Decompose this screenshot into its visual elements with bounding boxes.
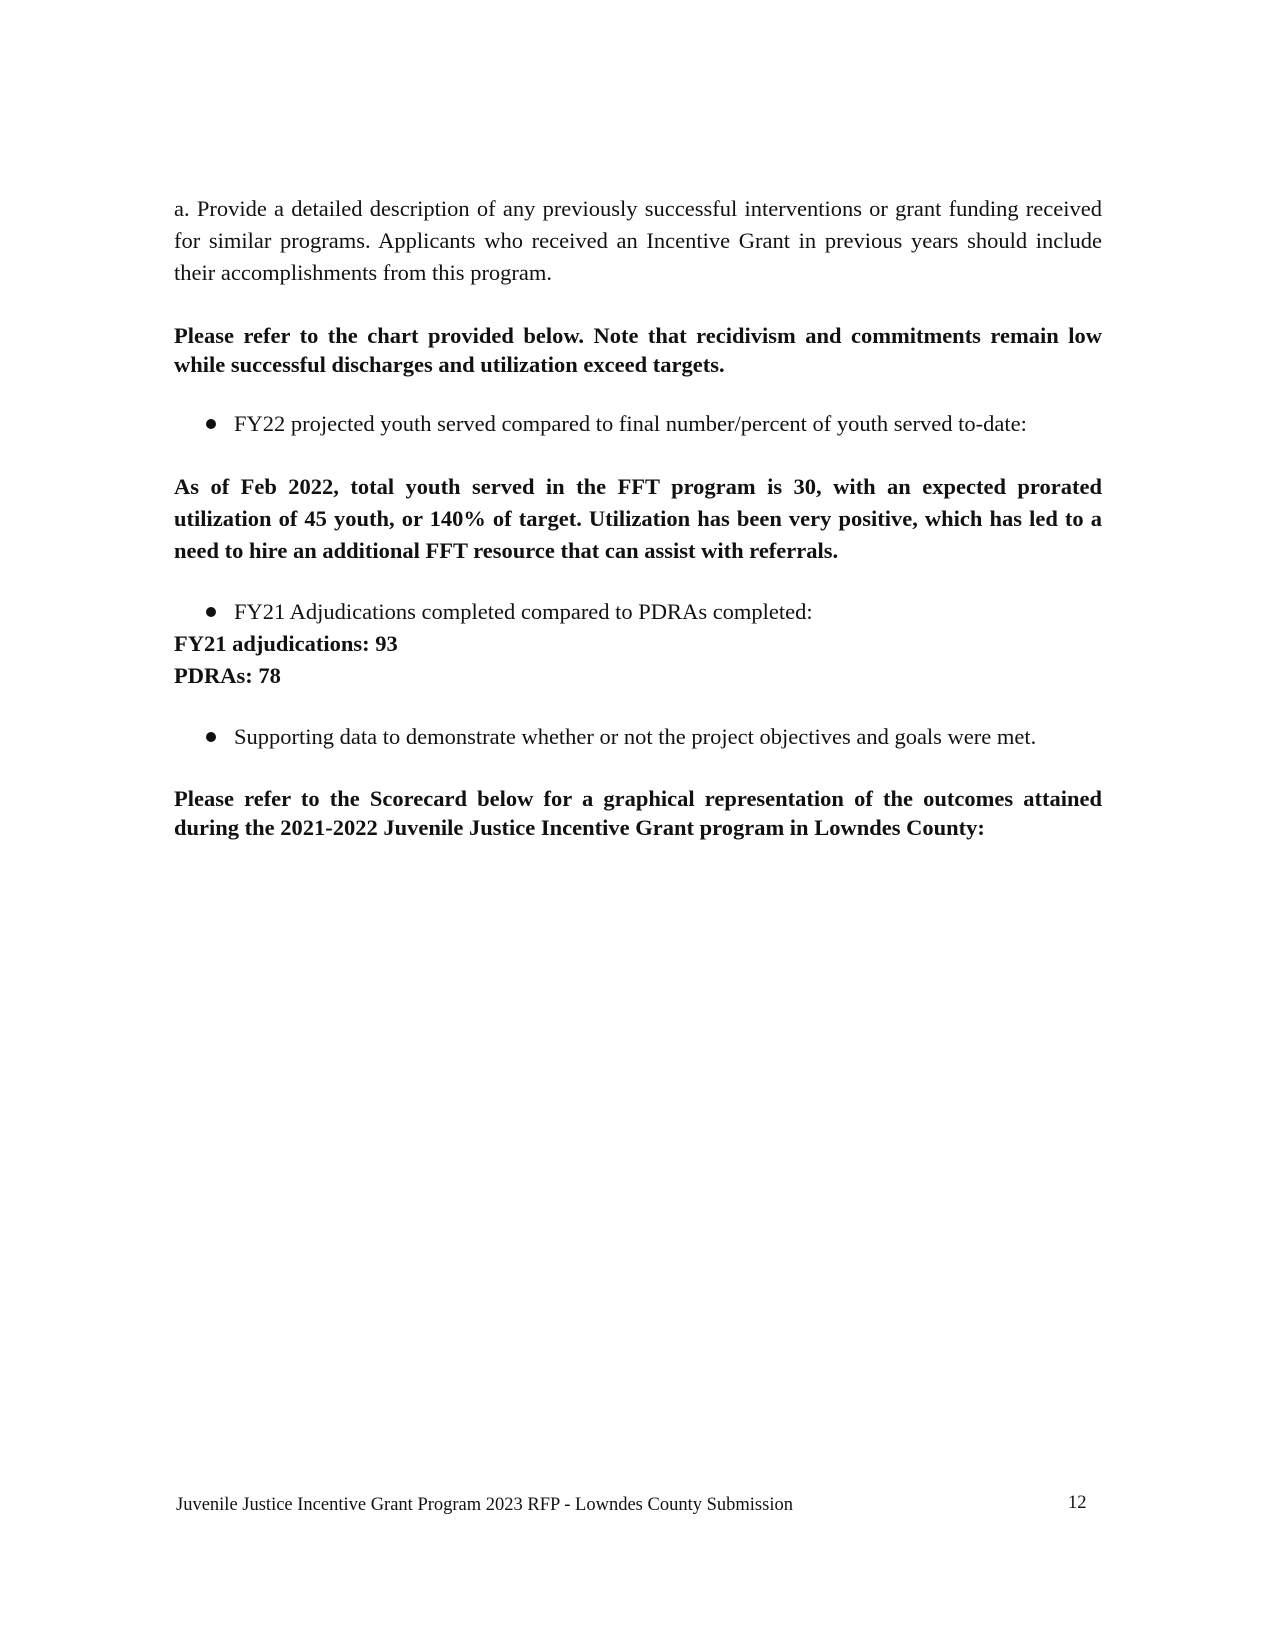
bullet-text: Supporting data to demonstrate whether or not the project objectives and goals were met. [234, 724, 1037, 749]
bullet-item-supporting-data [206, 722, 1036, 752]
bullet-icon [206, 419, 216, 429]
fy21-adjudications-value: FY21 adjudications: 93 [174, 631, 398, 656]
bullet-icon [206, 732, 216, 742]
bullet-text: FY22 projected youth served compared to final number/percent of youth served to-date: [234, 411, 1027, 436]
pdras-value: PDRAs: 78 [174, 663, 281, 688]
footer-title: Juvenile Justice Incentive Grant Program 2023 RFP - Lowndes County Submission [176, 1495, 793, 1515]
bullet-text: FY21 Adjudications completed compared to PDRAs completed: [234, 599, 813, 624]
intro-paragraph: a. Provide a detailed description of any previously successful interventions or grant funding received for similar programs. Applicants who received an Incentive Grant in previous years should include their accomplishments from this program. [174, 196, 1102, 285]
refer-chart-paragraph: Please refer to the chart provided below. Note that recidivism and commitments remain low while successful discharges and utilization exceed targets. [174, 323, 1102, 377]
scorecard-paragraph: Please refer to the Scorecard below for a graphical representation of the outcomes attained during the 2021-2022 Juvenile Justice Incentive Grant program in Lowndes County: [174, 786, 1102, 840]
bullet-icon [206, 607, 216, 617]
feb-2022-paragraph: As of Feb 2022, total youth served in the FFT program is 30, with an expected prorated utilization of 45 youth, or 140% of target. Utilization has been very positive, which has led to a need to hire an additional FFT resource that can assist with referrals. [174, 474, 1102, 563]
bullet-item-fy21 [206, 597, 813, 627]
bullet-item-fy22 [206, 409, 1027, 439]
page-number: 12 [1068, 1493, 1087, 1513]
